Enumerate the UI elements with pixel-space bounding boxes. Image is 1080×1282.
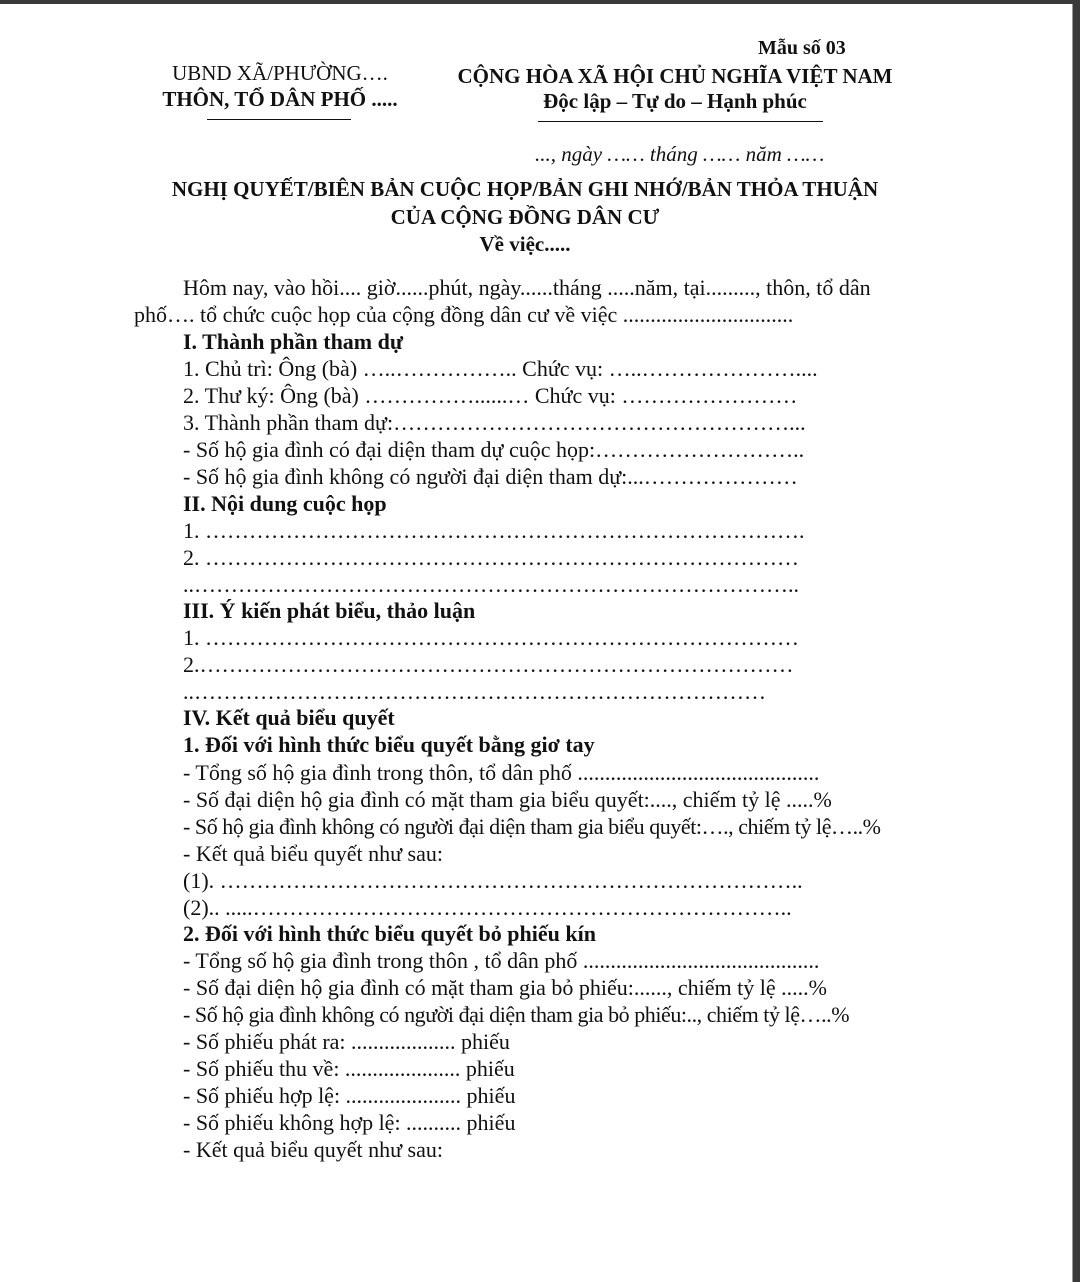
ballots-issued-line: - Số phiếu phát ra: ................... phiếu bbox=[183, 1029, 510, 1054]
chair-line: 1. Chủ trì: Ông (bà) …..…………….. Chức vụ: …..………………….... bbox=[183, 356, 818, 381]
section-heading: II. Nội dung cuộc họp bbox=[183, 491, 387, 516]
participants-line: 3. Thành phần tham dự:………………………………………………... bbox=[183, 410, 806, 435]
document-title-line2: CỦA CỘNG ĐỒNG DÂN CƯ bbox=[390, 205, 660, 229]
content-line: 2. ……………………………………………………………………… bbox=[183, 545, 799, 570]
present-representatives-line: - Số đại diện hộ gia đình có mặt tham gia bỏ phiếu:......, chiếm tỷ lệ .....% bbox=[183, 975, 827, 1000]
opinion-line: 1. ……………………………………………………………………… bbox=[183, 625, 799, 650]
secretary-line: 2. Thư ký: Ông (bà) ……………......… Chức vụ: …………………… bbox=[183, 383, 798, 408]
section-heading: I. Thành phần tham dự bbox=[183, 329, 404, 354]
national-motto: Độc lập – Tự do – Hạnh phúc bbox=[543, 89, 807, 113]
national-title: CỘNG HÒA XÃ HỘI CHỦ NGHĨA VIỆT NAM bbox=[457, 64, 893, 88]
content-line: ..……………………………………………………………………….. bbox=[183, 572, 799, 597]
intro-paragraph-line1: Hôm nay, vào hồi.... giờ......phút, ngày......tháng .....năm, tại........., thôn, tổ dân bbox=[183, 275, 871, 300]
total-households-line: - Tổng số hộ gia đình trong thôn, tổ dân phố ............................................ bbox=[183, 760, 820, 785]
invalid-ballots-line: - Số phiếu không hợp lệ: .......... phiếu bbox=[183, 1110, 516, 1135]
section-heading: IV. Kết quả biểu quyết bbox=[183, 705, 395, 730]
right-header-underline bbox=[538, 121, 823, 122]
households-absent-line: - Số hộ gia đình không có người đại diện tham dự:...………………… bbox=[183, 464, 798, 489]
opinion-line: ..…………………………………………………………………… bbox=[183, 679, 766, 704]
vote-result-line: (1). …………………………………………………………………….. bbox=[183, 868, 803, 893]
date-line: ..., ngày …… tháng …… năm …… bbox=[535, 142, 825, 166]
subsection-heading: 1. Đối với hình thức biểu quyết bằng giơ tay bbox=[183, 732, 595, 757]
present-representatives-line: - Số đại diện hộ gia đình có mặt tham gia biểu quyết:...., chiếm tỷ lệ .....% bbox=[183, 787, 832, 812]
absent-representatives-line: - Số hộ gia đình không có người đại diện tham gia biểu quyết:…., chiếm tỷ lệ…..% bbox=[183, 814, 881, 839]
left-header-underline bbox=[207, 119, 351, 120]
document-subject: Về việc..... bbox=[479, 232, 571, 256]
content-line: 1. ………………………………………………………………………. bbox=[183, 518, 805, 543]
households-represented-line: - Số hộ gia đình có đại diện tham dự cuộc họp:……………………….. bbox=[183, 437, 805, 462]
village-unit: THÔN, TỔ DÂN PHỐ ..... bbox=[162, 87, 398, 111]
form-number: Mẫu số 03 bbox=[758, 37, 846, 59]
document-page bbox=[0, 4, 1073, 1282]
absent-representatives-line: - Số hộ gia đình không có người đại diện tham gia bỏ phiếu:.., chiếm tỷ lệ…..% bbox=[183, 1002, 850, 1027]
vote-result-line: (2).. .....……………………………………………………………….. bbox=[183, 895, 792, 920]
intro-paragraph-line2: phố…. tổ chức cuộc họp của cộng đồng dân cư về việc ............................... bbox=[134, 302, 794, 327]
ballots-collected-line: - Số phiếu thu về: ..................... phiếu bbox=[183, 1056, 515, 1081]
valid-ballots-line: - Số phiếu hợp lệ: ..................... phiếu bbox=[183, 1083, 516, 1108]
document-title-line1: NGHỊ QUYẾT/BIÊN BẢN CUỘC HỌP/BẢN GHI NHỚ/BẢN THỎA THUẬN bbox=[171, 177, 879, 201]
issuing-authority: UBND XÃ/PHƯỜNG…. bbox=[172, 61, 388, 85]
subsection-heading: 2. Đối với hình thức biểu quyết bỏ phiếu kín bbox=[183, 921, 596, 946]
vote-result-label: - Kết quả biểu quyết như sau: bbox=[183, 1137, 443, 1162]
total-households-line: - Tổng số hộ gia đình trong thôn , tổ dân phố ........................................... bbox=[183, 948, 820, 973]
section-heading: III. Ý kiến phát biểu, thảo luận bbox=[183, 598, 476, 623]
opinion-line: 2.……………………………………………………………………… bbox=[183, 652, 794, 677]
vote-result-label: - Kết quả biểu quyết như sau: bbox=[183, 841, 443, 866]
